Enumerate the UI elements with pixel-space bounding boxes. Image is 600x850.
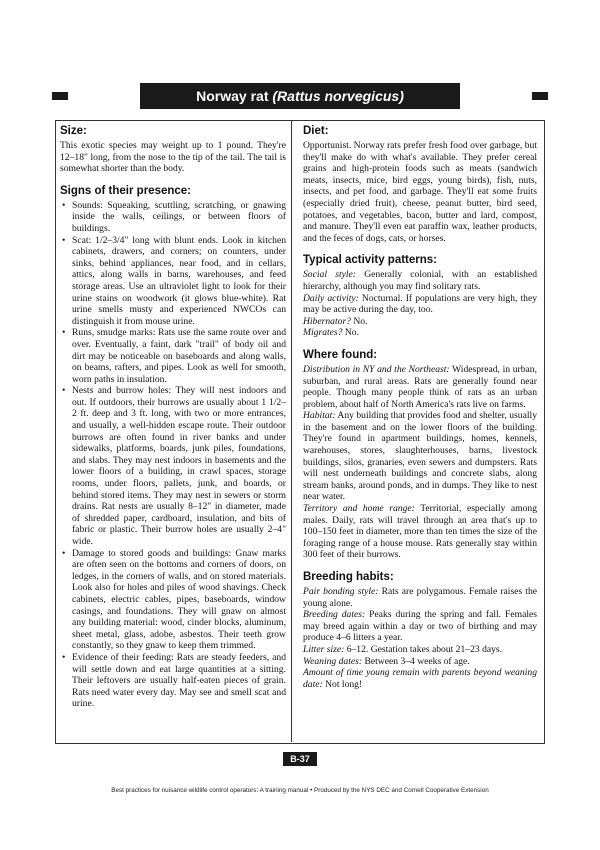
field-label: Pair bonding style:	[303, 586, 379, 597]
top-rule-left	[52, 92, 68, 100]
page-footer: Best practices for nuisance wildlife control operators: A training manual • Produced by the NYS DEC and Cornell Cooperative Extension	[111, 787, 489, 794]
breeding-weaning	[303, 656, 537, 668]
diet-heading: Diet:	[303, 125, 329, 137]
field-label: Social style:	[303, 269, 356, 281]
field-text: 6–12. Gestation takes about 21–23 days.	[344, 643, 503, 655]
activity-social	[303, 269, 537, 292]
field-label: Breeding dates:	[303, 609, 366, 621]
right-column	[303, 124, 537, 690]
activity-migrates	[303, 327, 537, 339]
field-label: Daily activity:	[303, 292, 359, 304]
top-rule-right	[532, 92, 548, 100]
field-text: Peaks during the spring and fall. Females may breed again within a day or two of birthing and may produce 4–6 litters a year.	[303, 609, 538, 644]
diet-text: Opportunist. Norway rats prefer fresh food over garbage, but they'll make do with what's available. They prefer cereal grains and high-protein foods such as meats (sandwich meats, insects, mice, bird eggs, young birds), fish, nuts, insects, and pet food, and garbage. They'll eat some fruits (especially dried fruit), cheese, peanut butter, bird seed, potatoes, and vegetables, bacon, butter and lard, compost, and manure. They'll even eat paraffin wax, leather products, and the feces of dogs, cats, or horses.	[303, 140, 537, 244]
field-text: No.	[350, 315, 368, 327]
title-latin-name: (Rattus norvegicus)	[272, 88, 404, 104]
field-text: Between 3–4 weeks of age.	[362, 655, 470, 667]
where-distribution	[303, 364, 537, 410]
field-text: Any building that provides food and shelter, usually in the basement and on the lower floors of the building. They're found in apartment buildings, homes, kennels, warehouses, stores, slaughterhouses, barns, livestock buildings, silos, granaries, even sewers and dumpsters. Rats will nest underneath buildings and concrete slabs, along stream banks, around ponds, and in dumps. They like to nest near water.	[303, 410, 537, 503]
sign-item: • Nests and burrow holes: They will nest indoors and out. If outdoors, their burrows are usually about 1 1/2–2 ft. deep and 3 ft. long, with two or more entrances, and usually, a well-hidden escape route. Their outdoor burrows are often found in river banks and under sidewalks, platforms, boards, junk piles, foundations, and slabs. They may nest indoors in basements and the lower floors of a building, in crawl spaces, storage rooms, under floors, pallets, junk, and boards, or behind stored items. They may nest in sewers or storm drains. Rat nests are usually 8–12" in diameter, made of shredded paper, cardboard, insulation, and bits of fabric or plastic. Their burrow holes are usually 2–4" wide.	[72, 385, 286, 547]
signs-heading: Signs of their presence:	[60, 184, 192, 197]
where-habitat	[303, 410, 537, 503]
signs-list	[60, 200, 286, 710]
field-label: Territory and home range:	[303, 503, 415, 515]
field-label: Migrates?	[303, 327, 343, 339]
sign-item: • Damage to stored goods and buildings: Gnaw marks are often seen on the bottoms and corners of doors, on ledges, in the corners of walls, and on stored materials. Look also for holes and piles of wood shavings. Check cabinets, electric cables, pipes, baseboards, window casings, and foundations. They will gnaw on almost any building material: wood, cinder blocks, aluminum, sheet metal, glass, adobe, asbestos. Their teeth grow constantly, so they gnaw to keep them trimmed.	[72, 548, 286, 652]
page-title-banner	[140, 83, 460, 109]
field-text: Nocturnal. If populations are very high, they may be active during the day, too.	[303, 292, 537, 316]
sign-item: • Sounds: Squeaking, scuttling, scratching, or gnawing inside the walls, ceilings, or between floors of buildings.	[72, 200, 286, 235]
size-heading: Size:	[60, 125, 87, 137]
field-text: No.	[342, 327, 359, 339]
field-label: Distribution in NY and the Northeast:	[303, 363, 450, 375]
activity-hibernator	[303, 316, 537, 328]
sign-item: • Evidence of their feeding: Rats are steady feeders, and will settle down and eat large quantities at a sitting. Their leftovers are usually half-eaten pieces of grain. Rats need water every day. May see and smell scat and urine.	[72, 652, 286, 710]
breeding-dates	[303, 609, 537, 644]
size-text: This exotic species may weight up to 1 pound. They're 12–18" long, from the nose to the tip of the tail. The tail is somewhat shorter than the body.	[60, 140, 286, 175]
breeding-litter	[303, 644, 537, 656]
field-text: Rats are polygamous. Female raises the young alone.	[303, 586, 538, 609]
breeding-heading: Breeding habits:	[303, 571, 394, 583]
page-number: B-37	[283, 752, 317, 766]
field-label: Weaning dates:	[303, 655, 363, 667]
left-column	[60, 124, 286, 710]
activity-daily	[303, 293, 537, 316]
where-territory	[303, 503, 537, 561]
field-label: Habitat:	[303, 410, 336, 422]
sign-item: • Runs, smudge marks: Rats use the same route over and over. Eventually, a faint, dark "trail" of body oil and dirt may be noticeable on baseboards and along walls, on beams, rafters, and pipes. Look as well for smooth, worn paths in insulation.	[72, 327, 286, 385]
title-common-name: Norway rat	[196, 88, 269, 104]
where-heading: Where found:	[303, 348, 378, 361]
sign-item: • Scat: 1/2–3/4" long with blunt ends. Look in kitchen cabinets, drawers, and corners; on counters, under sinks, behind appliances, near food, and in cellars, attics, along walls in barns, warehouses, and feed storage areas. Use an ultraviolet light to look for their urine stains on woodwork (it glows blue-white). Rat urine smells musty and experienced NWCOs can distinguish it from mouse urine.	[72, 235, 286, 328]
activity-heading: Typical activity patterns:	[303, 254, 437, 267]
field-text: Not long!	[322, 678, 363, 690]
breeding-pair	[303, 586, 537, 609]
column-divider	[291, 120, 292, 742]
field-text: Widespread, in urban, suburban, and rural areas. Rats are generally found near people. Though many people think of rats as an urban problem, about half of North America's rats live on farms.	[303, 363, 537, 410]
field-text: Generally colonial, with an established hierarchy, although you may find solitary rats.	[303, 269, 537, 292]
field-label: Amount of time young remain with parents beyond weaning date:	[303, 667, 537, 690]
field-label: Litter size:	[303, 643, 345, 655]
breeding-time-with-parents	[303, 667, 537, 690]
field-label: Hibernator?	[303, 315, 351, 327]
field-text: Territorial, especially among males. Daily, rats will travel through an area that's up to 100–150 feet in diameter, more than ten times the size of the foraging range of a house mouse. Rats generally stay within 300 feet of their burrows.	[303, 503, 537, 561]
